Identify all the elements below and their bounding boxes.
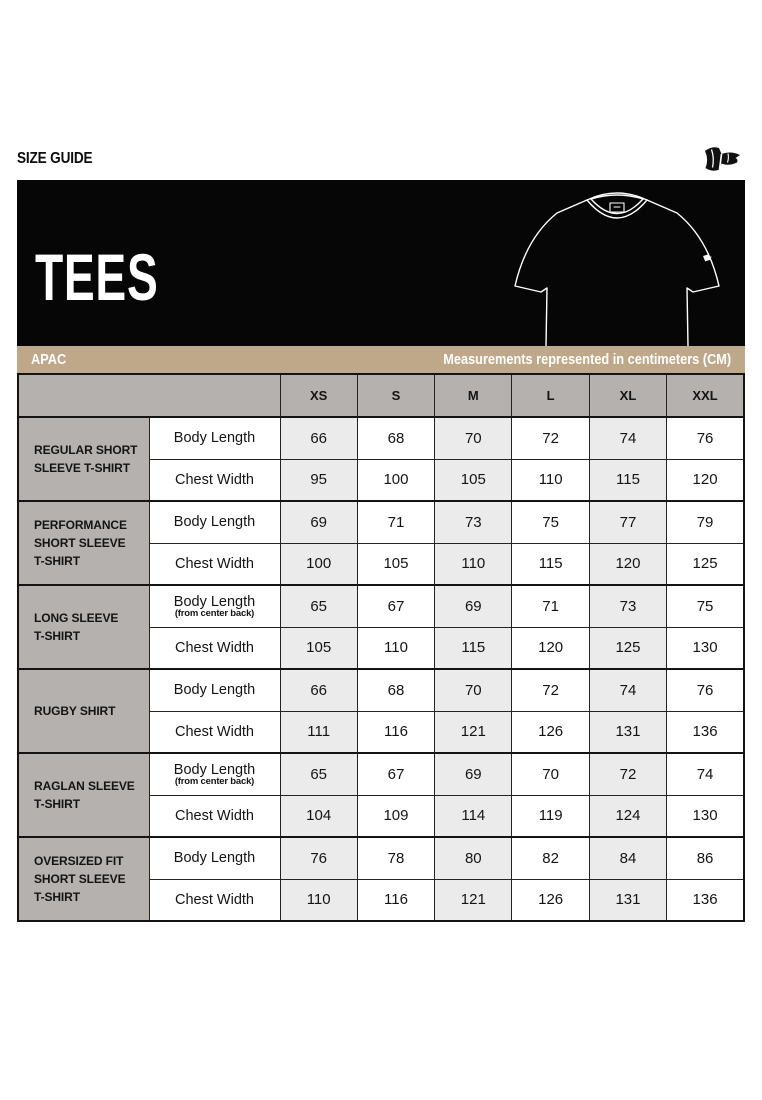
size-value-cell: 115 [589, 459, 666, 501]
size-value-cell: 131 [589, 711, 666, 753]
size-value-cell: 70 [512, 753, 589, 795]
size-column-header-xs: XS [280, 374, 357, 417]
size-table [17, 373, 745, 922]
size-value-cell: 67 [357, 585, 434, 627]
size-value-cell: 74 [667, 753, 744, 795]
size-header-row [18, 374, 744, 417]
measurement-note: (from center back) [174, 607, 255, 619]
size-value-cell: 70 [435, 417, 512, 459]
measurement-label: Chest Width [149, 543, 280, 585]
size-value-cell: 78 [357, 837, 434, 879]
size-column-header-s: S [357, 374, 434, 417]
region-label: APAC [31, 351, 67, 368]
size-value-cell: 72 [589, 753, 666, 795]
size-value-cell: 76 [667, 417, 744, 459]
size-value-cell: 100 [357, 459, 434, 501]
size-value-cell: 95 [280, 459, 357, 501]
size-value-cell: 66 [280, 669, 357, 711]
size-value-cell: 66 [280, 417, 357, 459]
size-value-cell: 124 [589, 795, 666, 837]
size-value-cell: 65 [280, 585, 357, 627]
size-value-cell: 104 [280, 795, 357, 837]
product-type-label: OVERSIZED FIT SHORT SLEEVE T-SHIRT [18, 837, 149, 921]
size-value-cell: 70 [435, 669, 512, 711]
size-value-cell: 111 [280, 711, 357, 753]
measurement-label: Chest Width [149, 795, 280, 837]
size-value-cell: 105 [280, 627, 357, 669]
tshirt-outline-icon [506, 186, 745, 346]
size-column-header-l: L [512, 374, 589, 417]
size-value-cell: 69 [280, 501, 357, 543]
size-value-cell: 75 [667, 585, 744, 627]
size-value-cell: 110 [512, 459, 589, 501]
size-value-cell: 115 [435, 627, 512, 669]
size-value-cell: 116 [357, 711, 434, 753]
size-value-cell: 86 [667, 837, 744, 879]
size-value-cell: 74 [589, 417, 666, 459]
size-value-cell: 71 [512, 585, 589, 627]
size-value-cell: 79 [667, 501, 744, 543]
product-type-label: REGULAR SHORT SLEEVE T-SHIRT [18, 417, 149, 501]
size-value-cell: 100 [280, 543, 357, 585]
measurement-label: Body Length [149, 417, 280, 459]
size-table-row [18, 753, 744, 795]
size-value-cell: 73 [589, 585, 666, 627]
size-value-cell: 130 [667, 795, 744, 837]
size-value-cell: 125 [667, 543, 744, 585]
size-value-cell: 72 [512, 669, 589, 711]
size-value-cell: 115 [512, 543, 589, 585]
size-column-header-xxl: XXL [667, 374, 744, 417]
size-value-cell: 120 [667, 459, 744, 501]
size-value-cell: 120 [512, 627, 589, 669]
size-value-cell: 77 [589, 501, 666, 543]
size-value-cell: 110 [435, 543, 512, 585]
measurement-label: Chest Width [149, 627, 280, 669]
size-value-cell: 119 [512, 795, 589, 837]
size-value-cell: 110 [357, 627, 434, 669]
new-era-flag-icon [699, 145, 745, 175]
size-table-row [18, 417, 744, 459]
size-table-body [18, 417, 744, 921]
size-value-cell: 75 [512, 501, 589, 543]
size-value-cell: 76 [280, 837, 357, 879]
size-value-cell: 136 [667, 711, 744, 753]
size-value-cell: 68 [357, 417, 434, 459]
corner-cell [18, 374, 280, 417]
page-title: SIZE GUIDE [17, 150, 93, 167]
product-type-label: PERFORMANCE SHORT SLEEVE T-SHIRT [18, 501, 149, 585]
size-table-row [18, 837, 744, 879]
measurement-label: Body Length [149, 669, 280, 711]
size-value-cell: 121 [435, 711, 512, 753]
measurement-label: Body Length (from center back) [149, 753, 280, 795]
tees-banner [17, 180, 745, 346]
size-value-cell: 82 [512, 837, 589, 879]
size-value-cell: 71 [357, 501, 434, 543]
size-value-cell: 80 [435, 837, 512, 879]
size-value-cell: 110 [280, 879, 357, 921]
size-value-cell: 69 [435, 585, 512, 627]
size-table-row [18, 669, 744, 711]
size-value-cell: 131 [589, 879, 666, 921]
size-value-cell: 68 [357, 669, 434, 711]
size-value-cell: 116 [357, 879, 434, 921]
size-value-cell: 72 [512, 417, 589, 459]
size-table-row [18, 501, 744, 543]
banner-title: TEES [35, 240, 159, 314]
size-value-cell: 76 [667, 669, 744, 711]
size-value-cell: 125 [589, 627, 666, 669]
product-type-label: RUGBY SHIRT [18, 669, 149, 753]
measurement-note: (from center back) [174, 775, 255, 787]
size-value-cell: 73 [435, 501, 512, 543]
size-value-cell: 109 [357, 795, 434, 837]
units-note: Measurements represented in centimeters (CM) [443, 351, 731, 368]
measurement-label: Chest Width [149, 879, 280, 921]
region-bar [17, 346, 745, 373]
measurement-label: Chest Width [149, 711, 280, 753]
size-value-cell: 126 [512, 879, 589, 921]
size-table-row [18, 585, 744, 627]
size-column-header-m: M [435, 374, 512, 417]
size-value-cell: 67 [357, 753, 434, 795]
size-value-cell: 136 [667, 879, 744, 921]
size-value-cell: 69 [435, 753, 512, 795]
size-value-cell: 120 [589, 543, 666, 585]
size-value-cell: 114 [435, 795, 512, 837]
size-value-cell: 121 [435, 879, 512, 921]
measurement-label: Body Length (from center back) [149, 585, 280, 627]
size-value-cell: 105 [435, 459, 512, 501]
measurement-label: Body Length [149, 837, 280, 879]
size-value-cell: 65 [280, 753, 357, 795]
size-column-header-xl: XL [589, 374, 666, 417]
product-type-label: RAGLAN SLEEVE T-SHIRT [18, 753, 149, 837]
size-value-cell: 105 [357, 543, 434, 585]
size-value-cell: 74 [589, 669, 666, 711]
measurement-label: Chest Width [149, 459, 280, 501]
size-value-cell: 84 [589, 837, 666, 879]
measurement-label: Body Length [149, 501, 280, 543]
size-value-cell: 130 [667, 627, 744, 669]
size-value-cell: 126 [512, 711, 589, 753]
product-type-label: LONG SLEEVE T-SHIRT [18, 585, 149, 669]
